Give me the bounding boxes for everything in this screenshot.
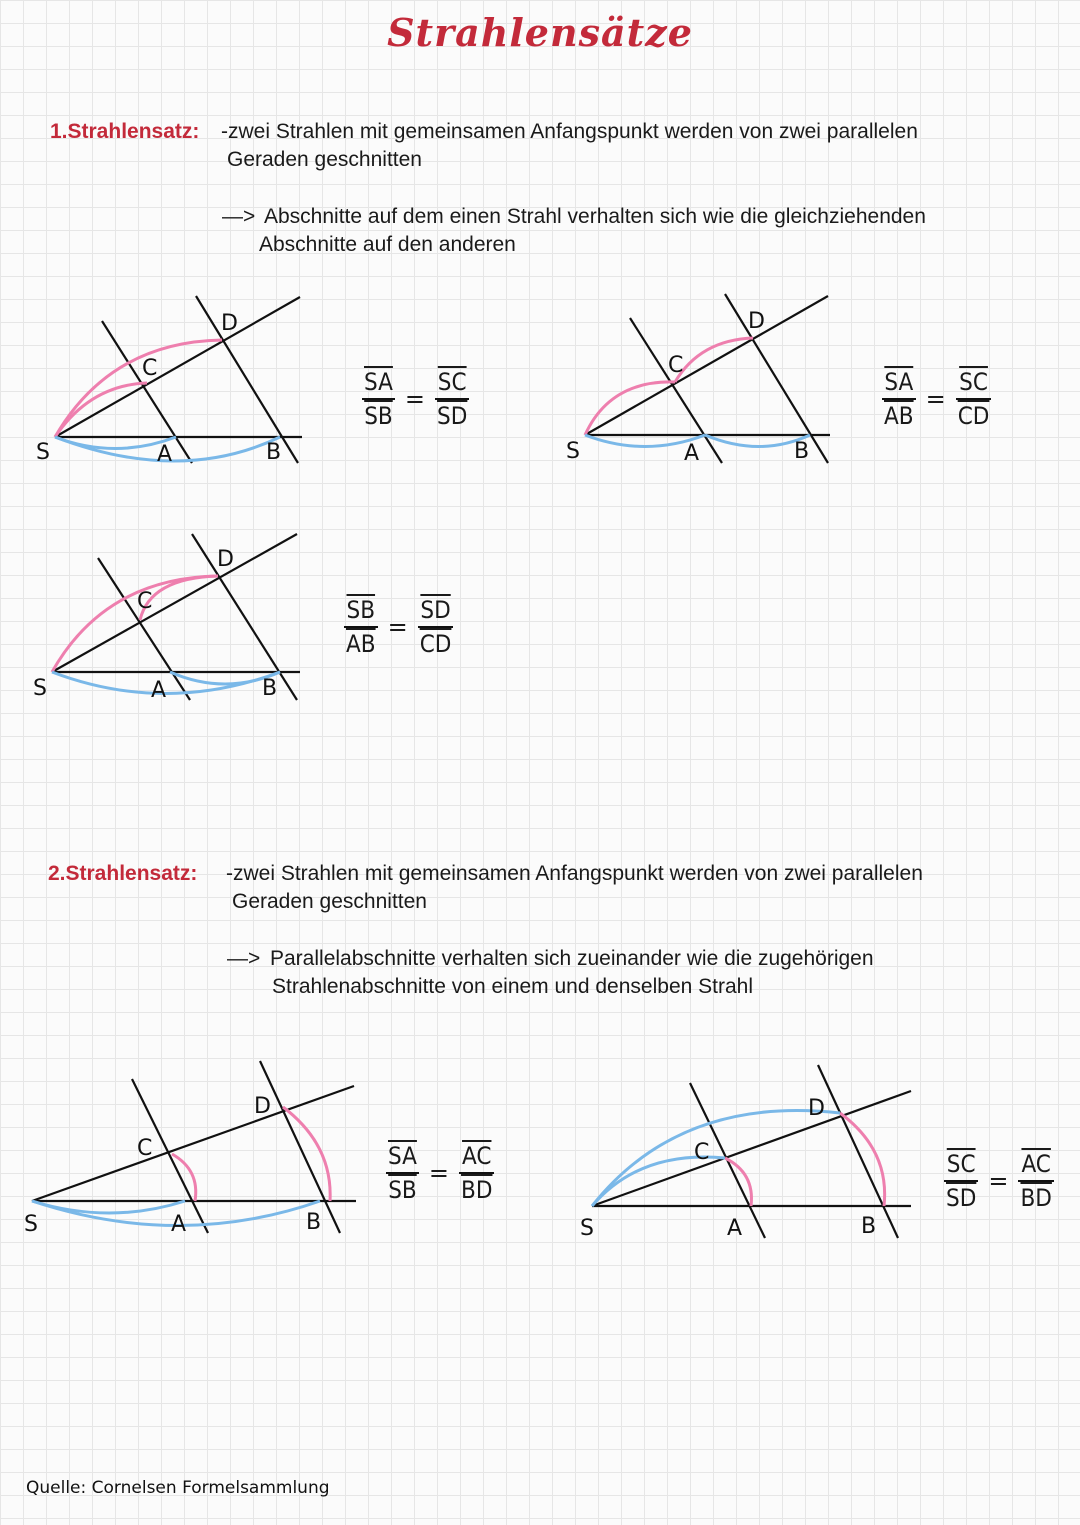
diagram-1b [560, 280, 860, 480]
label-s: S [33, 676, 47, 701]
numerator: $\overline{SA}$ [388, 1142, 417, 1170]
fraction-left [944, 1150, 978, 1212]
formula-1a [362, 368, 469, 430]
label-a: A [727, 1216, 743, 1241]
fraction-right [1018, 1150, 1053, 1212]
section1-arrow: —> [222, 205, 256, 228]
fraction-left [882, 368, 916, 430]
section1-line1: -zwei Strahlen mit gemeinsamen Anfangspunkt werden von zwei parallelen [221, 120, 918, 143]
parallel-line-1 [102, 321, 192, 463]
section2-arrow: —> [227, 947, 261, 970]
numerator: $\overline{SA}$ [364, 368, 393, 396]
section2-line1: -zwei Strahlen mit gemeinsamen Anfangspunkt werden von zwei parallelen [226, 862, 923, 885]
parallel-line-2 [725, 294, 828, 463]
arc-bd [283, 1107, 330, 1201]
denominator: CD [957, 402, 990, 430]
label-c: C [137, 589, 153, 614]
formula-1b [882, 368, 991, 430]
denominator: SD [437, 402, 468, 430]
fraction-bar [344, 626, 378, 628]
numerator: $\overline{AC}$ [462, 1142, 492, 1170]
ray-upper [52, 534, 297, 672]
denominator: AB [884, 402, 914, 430]
equals-sign: = [404, 385, 426, 413]
label-d: D [217, 547, 234, 572]
label-d: D [254, 1094, 271, 1119]
fraction-right [435, 368, 469, 430]
page-title: Strahlensätze [387, 10, 693, 55]
label-s: S [566, 439, 580, 464]
denominator: SB [364, 402, 393, 430]
label-s: S [24, 1212, 38, 1237]
fraction-bar [459, 1172, 494, 1174]
numerator: $\overline{SB}$ [346, 596, 376, 624]
diagram-1c [0, 520, 320, 720]
fraction-bar [386, 1172, 419, 1174]
section1-rule1: Abschnitte auf dem einen Strahl verhalten sich wie die gleichziehenden [264, 205, 926, 228]
label-a: A [171, 1212, 187, 1237]
label-c: C [694, 1140, 710, 1165]
label-b: B [794, 439, 810, 464]
ray-upper [32, 1086, 354, 1201]
parallel-line-2 [818, 1065, 898, 1238]
label-a: A [684, 441, 700, 466]
formula-2b [944, 1150, 1054, 1212]
formula-1c [344, 596, 453, 658]
diagram-2b [570, 1055, 930, 1255]
label-s: S [580, 1216, 594, 1241]
numerator: $\overline{SC}$ [959, 368, 988, 396]
label-b: B [861, 1214, 877, 1239]
section2-label: 2.Strahlensatz: [48, 862, 198, 885]
denominator: SB [388, 1176, 417, 1204]
fraction-right [956, 368, 992, 430]
label-c: C [137, 1136, 153, 1161]
label-s: S [36, 440, 50, 465]
section1-line2: Geraden geschnitten [227, 148, 422, 171]
parallel-line-1 [630, 318, 722, 463]
section1-label: 1.Strahlensatz: [50, 120, 200, 143]
ray-upper [585, 296, 828, 435]
numerator: $\overline{SC}$ [437, 368, 467, 396]
denominator: BD [1020, 1184, 1052, 1212]
section1-rule2: Abschnitte auf den anderen [259, 233, 516, 256]
diagram-1a [0, 280, 320, 480]
numerator: $\overline{AC}$ [1021, 1150, 1051, 1178]
section2-rule1: Parallelabschnitte verhalten sich zueinander wie die zugehörigen [270, 947, 874, 970]
fraction-bar [882, 398, 916, 400]
fraction-bar [362, 398, 395, 400]
label-a: A [157, 442, 173, 467]
fraction-left [386, 1142, 419, 1204]
ray-upper [55, 297, 300, 437]
fraction-left [344, 596, 378, 658]
label-a: A [151, 678, 167, 703]
source-footer: Quelle: Cornelsen Formelsammlung [26, 1478, 330, 1498]
fraction-bar [956, 398, 992, 400]
denominator: BD [461, 1176, 493, 1204]
fraction-left [362, 368, 395, 430]
fraction-bar [1018, 1180, 1053, 1182]
equals-sign: = [925, 385, 946, 413]
denominator: AB [346, 630, 376, 658]
label-d: D [221, 311, 238, 336]
numerator: $\overline{SA}$ [884, 368, 914, 396]
numerator: $\overline{SD}$ [420, 596, 451, 624]
label-d: D [748, 309, 765, 334]
label-c: C [142, 356, 158, 381]
fraction-bar [944, 1180, 978, 1182]
label-d: D [808, 1096, 825, 1121]
fraction-right [418, 596, 454, 658]
label-b: B [306, 1210, 322, 1235]
label-c: C [668, 353, 684, 378]
denominator: CD [419, 630, 452, 658]
numerator: $\overline{SC}$ [946, 1150, 976, 1178]
section2-rule2: Strahlenabschnitte von einem und denselben Strahl [272, 975, 753, 998]
fraction-bar [435, 398, 469, 400]
equals-sign: = [387, 613, 408, 641]
label-b: B [266, 440, 282, 465]
denominator: SD [946, 1184, 977, 1212]
equals-sign: = [988, 1167, 1009, 1195]
equals-sign: = [428, 1159, 450, 1187]
label-b: B [262, 676, 278, 701]
fraction-right [459, 1142, 494, 1204]
parallel-line-2 [192, 534, 297, 700]
arc-ac [172, 1154, 196, 1201]
diagram-2a [0, 1055, 370, 1255]
fraction-bar [418, 626, 454, 628]
formula-2a [386, 1142, 494, 1204]
section2-line2: Geraden geschnitten [232, 890, 427, 913]
